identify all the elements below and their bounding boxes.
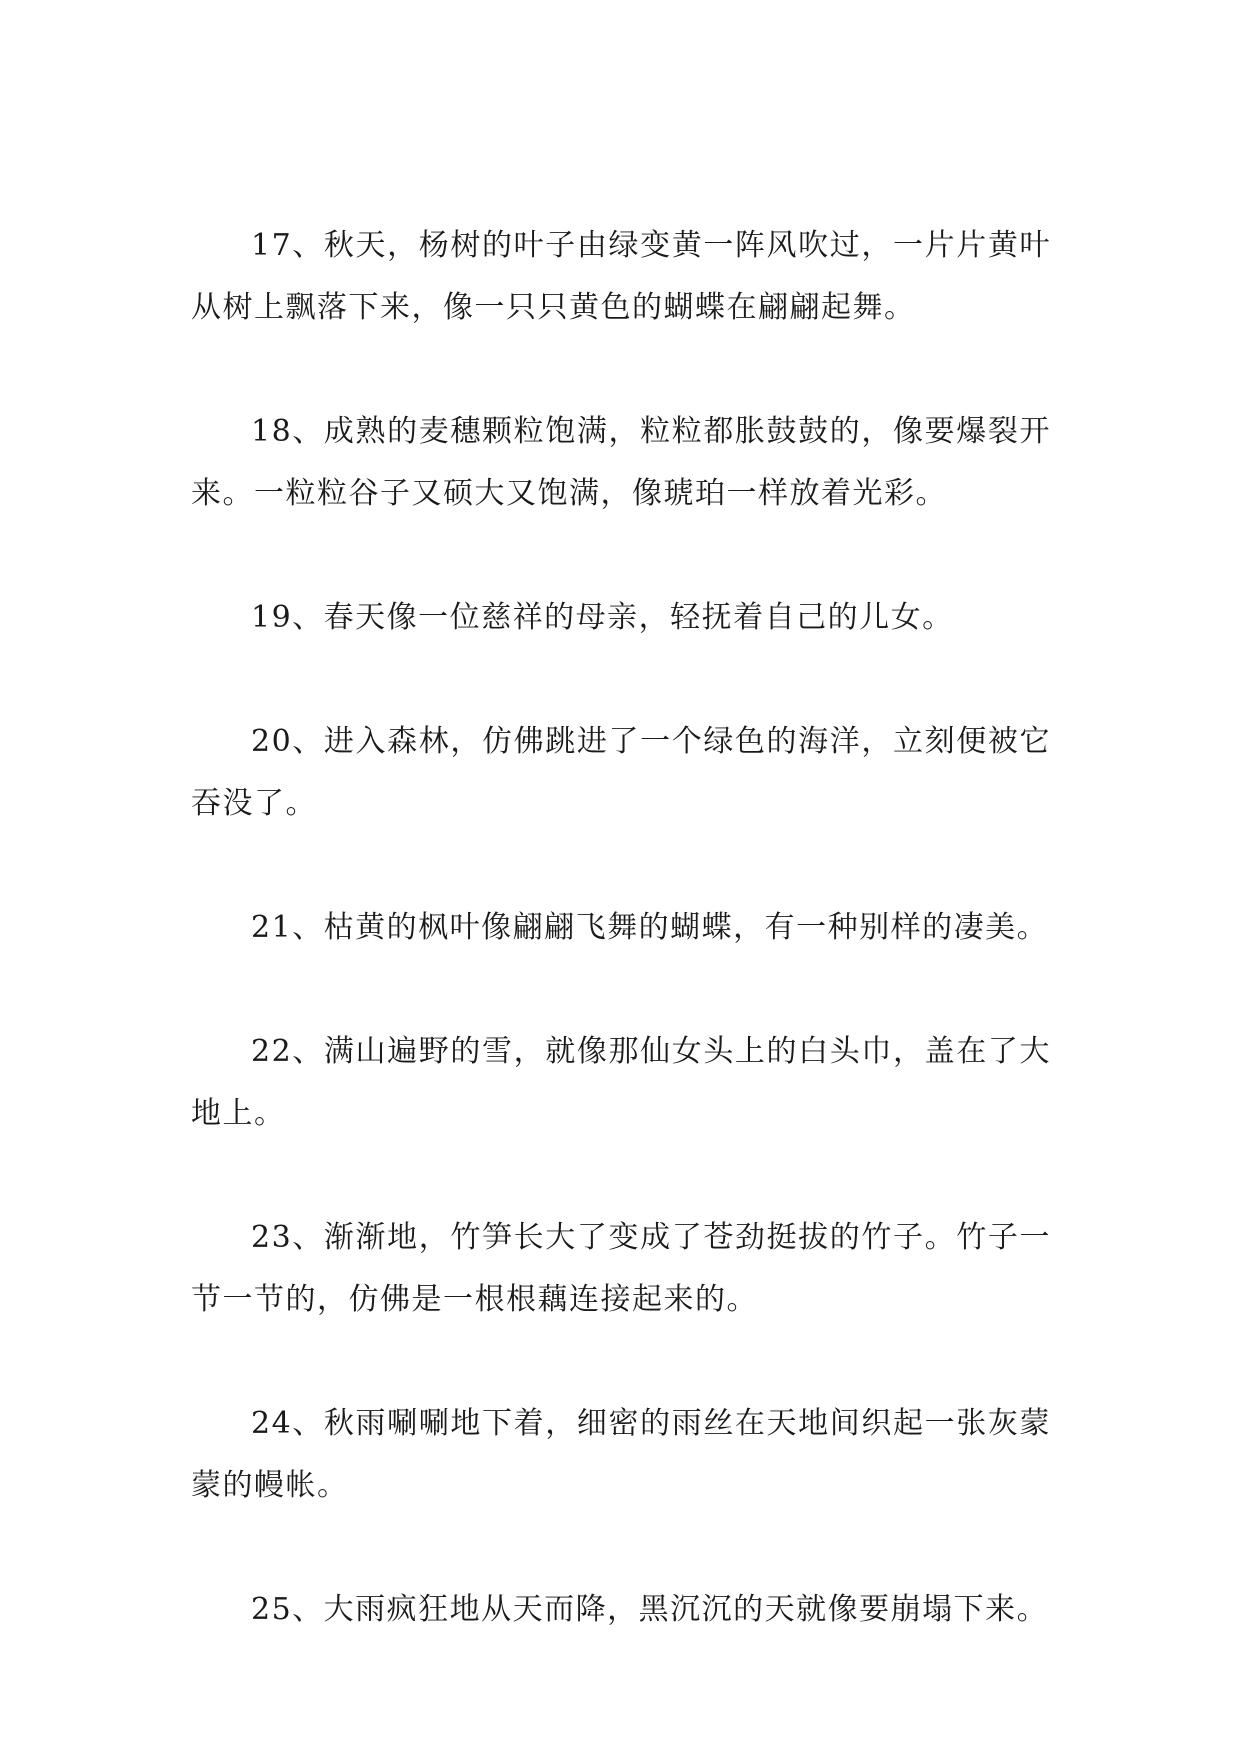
paragraph-20: 20、进入森林，仿佛跳进了一个绿色的海洋，立刻便被它吞没了。 <box>191 724 1051 821</box>
document-body <box>191 215 1051 1703</box>
paragraph-23: 23、渐渐地，竹笋长大了变成了苍劲挺拔的竹子。竹子一节一节的，仿佛是一根根藕连接起来的。 <box>191 1220 1051 1317</box>
paragraph-24: 24、秋雨唰唰地下着，细密的雨丝在天地间织起一张灰蒙蒙的幔帐。 <box>191 1406 1051 1503</box>
paragraph-25: 25、大雨疯狂地从天而降，黑沉沉的天就像要崩塌下来。 <box>251 1592 1049 1627</box>
paragraph-17: 17、秋天，杨树的叶子由绿变黄一阵风吹过，一片片黄叶从树上飘落下来，像一只只黄色的蝴蝶在翩翩起舞。 <box>191 228 1051 325</box>
paragraph-22: 22、满山遍野的雪，就像那仙女头上的白头巾，盖在了大地上。 <box>191 1034 1051 1131</box>
paragraph-21: 21、枯黄的枫叶像翩翩飞舞的蝴蝶，有一种别样的凄美。 <box>251 910 1049 945</box>
paragraph-18: 18、成熟的麦穗颗粒饱满，粒粒都胀鼓鼓的，像要爆裂开来。一粒粒谷子又硕大又饱满，像琥珀一样放着光彩。 <box>191 414 1051 511</box>
paragraph-19: 19、春天像一位慈祥的母亲，轻抚着自己的儿女。 <box>251 600 954 635</box>
